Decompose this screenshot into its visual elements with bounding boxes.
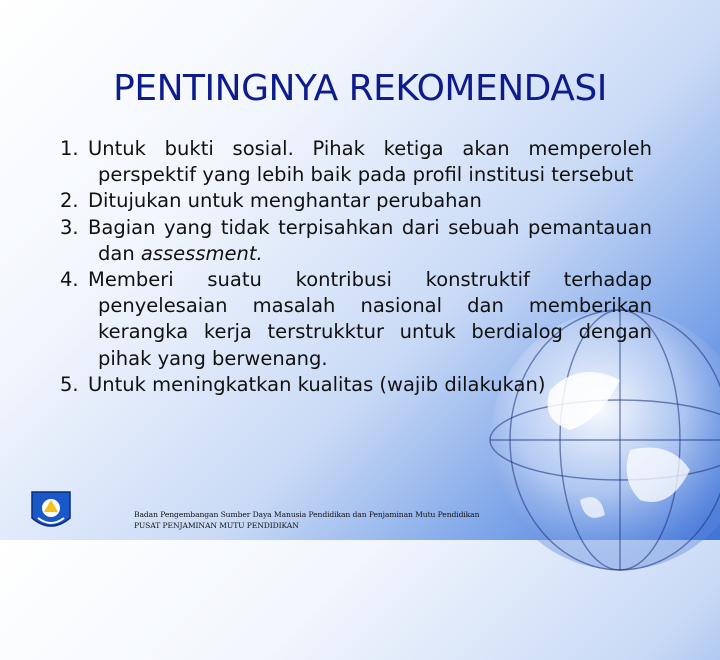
tut-wuri-handayani-logo-icon bbox=[30, 488, 72, 534]
list-item bbox=[60, 215, 652, 267]
item-number: 2. bbox=[60, 189, 79, 213]
recommendation-list bbox=[60, 136, 652, 398]
item-text: Memberi suatu kontribusi konstruktif terhadap penyelesaian masalah nasional dan memberikan kerangka kerja terstrukktur untuk berdialog dengan pihak yang berwenang. bbox=[88, 268, 652, 370]
list-item bbox=[60, 267, 652, 372]
list-item bbox=[60, 372, 652, 398]
item-text: Ditujukan untuk menghantar perubahan bbox=[88, 189, 482, 213]
list-item bbox=[60, 188, 652, 214]
item-number: 4. bbox=[60, 268, 79, 292]
footer-line-1: Badan Pengembangan Sumber Daya Manusia Pendidikan dan Penjaminan Mutu Pendidikan bbox=[134, 510, 480, 519]
footer bbox=[134, 509, 479, 531]
item-number: 3. bbox=[60, 215, 79, 239]
page-title: PENTINGNYA REKOMENDASI bbox=[113, 68, 607, 110]
item-number: 5. bbox=[60, 372, 79, 396]
list-item bbox=[60, 136, 652, 188]
item-text: Untuk bukti sosial. Pihak ketiga akan memperoleh perspektif yang lebih baik pada profil institusi tersebut bbox=[88, 137, 652, 187]
item-emphasis: assessment. bbox=[140, 241, 263, 265]
item-text: Untuk meningkatkan kualitas (wajib dilakukan) bbox=[88, 372, 546, 396]
footer-line-2: PUSAT PENJAMINAN MUTU PENDIDIKAN bbox=[134, 521, 299, 530]
item-text: Bagian yang tidak terpisahkan dari sebuah pemantauan dan bbox=[88, 215, 652, 265]
item-number: 1. bbox=[60, 137, 79, 160]
